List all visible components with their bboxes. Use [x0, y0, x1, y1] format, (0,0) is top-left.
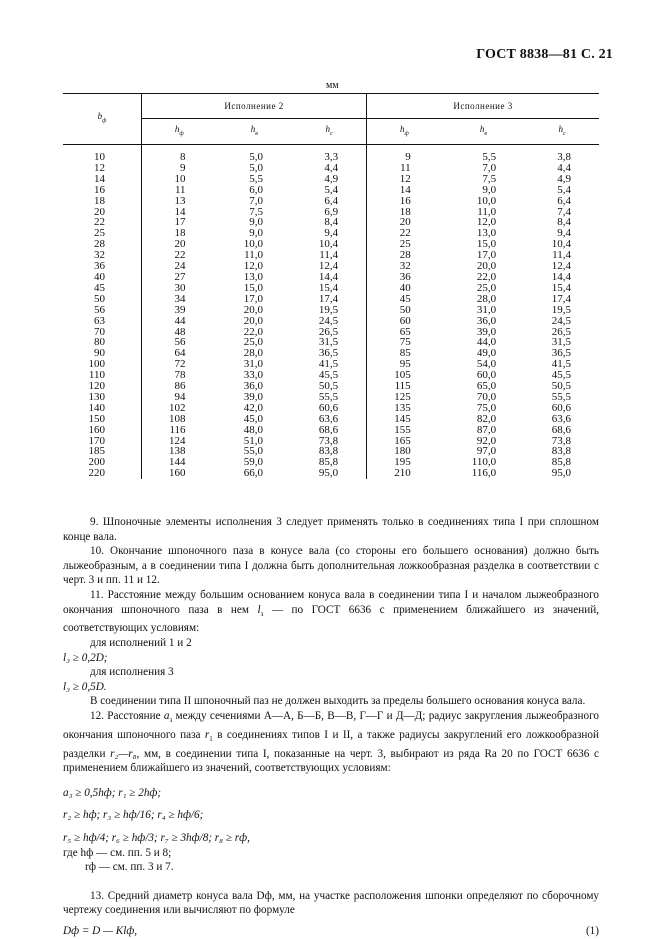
table-cell: 125	[394, 390, 411, 403]
table-cell: 31,0	[476, 303, 497, 316]
table-cell: 41,5	[292, 359, 367, 370]
table-cell: 20	[174, 238, 186, 251]
table-cell: 10,4	[292, 239, 367, 250]
table-cell: 24	[174, 260, 186, 273]
paragraph-10: 10. Окончание шпоночного паза в конусе вала (со стороны его большего основания) должно быть лыжеобразным, а в соединении типа I должна быть дополнительная ложкообразная разделка в соответствии с черт. 3 и пп. 11 и 12.	[63, 545, 599, 587]
formula-6: Dф = D — Klф, (1)	[63, 924, 599, 937]
table-cell: 116	[169, 423, 186, 436]
table-cell: 7,0	[249, 194, 263, 207]
table-cell: 14,4	[292, 272, 367, 283]
condition-label: для исполнений 1 и 2	[90, 636, 192, 649]
table-cell: 39	[174, 303, 186, 316]
page-header: ГОСТ 8838—81 С. 21	[476, 47, 613, 62]
table-cell: 6,0	[249, 183, 263, 196]
condition-label: для исполнения 3	[90, 666, 174, 679]
table-cell: 95,0	[292, 468, 367, 479]
table-cell: 20,0	[476, 260, 497, 273]
table-cell: 102	[169, 401, 186, 414]
table-cell: 116,0	[471, 467, 497, 480]
table-cell: 10,0	[243, 238, 263, 251]
sub-header: $h_в$	[217, 119, 292, 145]
table-row	[63, 316, 599, 327]
table-row	[63, 145, 599, 163]
table-cell: 165	[394, 434, 411, 447]
table-cell: 45	[63, 283, 142, 294]
table-cell: 195	[394, 456, 411, 469]
table-cell: 28,0	[243, 347, 263, 360]
table-cell: 4,9	[292, 174, 367, 185]
table-cell: 45,5	[551, 369, 571, 382]
table-cell: 85	[399, 347, 411, 360]
table-cell: 40	[63, 272, 142, 283]
table-cell: 44	[174, 314, 186, 327]
table-cell: 75	[399, 336, 411, 349]
table-cell: 12	[63, 163, 142, 174]
table-cell: 11,0	[244, 249, 263, 262]
table-cell: 15,0	[243, 281, 263, 294]
table-cell: 80	[63, 337, 142, 348]
table-cell: 54,0	[476, 358, 497, 371]
table-cell: 10,0	[476, 194, 497, 207]
table-cell: 4,9	[557, 172, 571, 185]
table-cell: 15,4	[292, 283, 367, 294]
table-cell: 20	[399, 216, 411, 229]
table-cell: 25	[63, 228, 142, 239]
table-cell: 4,4	[557, 161, 571, 174]
table-cell: 11	[400, 161, 411, 174]
table-cell: 24,5	[551, 314, 571, 327]
table-cell: 7,5	[249, 205, 263, 218]
table-cell: 36,5	[292, 348, 367, 359]
table-cell: 14	[399, 183, 411, 196]
table-cell: 25	[399, 238, 411, 251]
table-cell: 110,0	[471, 456, 497, 469]
table-cell: 90	[63, 348, 142, 359]
table-cell: 60,6	[292, 403, 367, 414]
table-row	[63, 305, 599, 316]
table-cell: 48	[174, 325, 186, 338]
table-cell: 12,0	[243, 260, 263, 273]
group-3-header: Исполнение 3	[367, 94, 599, 119]
table-cell: 13	[174, 194, 186, 207]
table-cell: 70,0	[476, 390, 497, 403]
table-cell: 55,5	[292, 392, 367, 403]
table-cell: 115	[394, 380, 411, 393]
table-cell: 20,0	[243, 314, 263, 327]
table-cell: 36,5	[551, 347, 571, 360]
table-cell: 70	[63, 327, 142, 338]
table-cell: 6,4	[292, 196, 367, 207]
table-cell: 26,5	[292, 327, 367, 338]
table-cell: 108	[169, 412, 186, 425]
table-cell: 49,0	[476, 347, 497, 360]
table-cell: 85,8	[292, 457, 367, 468]
table-cell: 100	[63, 359, 142, 370]
table-cell: 9,0	[249, 227, 263, 240]
table-cell: 11,0	[477, 205, 497, 218]
table-cell: 105	[394, 369, 411, 382]
table-cell: 92,0	[476, 434, 497, 447]
paragraph-type-2: В соединении типа II шпоночный паз не должен выходить за пределы большего основания конуса вала.	[90, 695, 586, 708]
table-cell: 150	[63, 414, 142, 425]
formula-1: l₃ ≥ 0,2D;	[63, 651, 108, 664]
table-cell: 97,0	[476, 445, 497, 458]
formula-3: a₃ ≥ 0,5hф; r₁ ≥ 2hф;	[63, 786, 162, 799]
table-cell: 87,0	[476, 423, 497, 436]
table-cell: 7,0	[482, 161, 497, 174]
table-cell: 36	[399, 270, 411, 283]
table-cell: 19,5	[292, 305, 367, 316]
table-cell: 24,5	[292, 316, 367, 327]
paragraph-11: 11. Расстояние между большим основанием конуса вала в соединении типа I и началом лыжеобразного окончания шпоночного паза в нем $l_з$ — по ГОСТ 6636 с применением ближайшего из значений, соответствующих условиям:	[63, 588, 599, 635]
table-cell: 135	[394, 401, 411, 414]
table-cell: 63	[63, 316, 142, 327]
table-cell: 145	[394, 412, 411, 425]
table-cell: 8,4	[292, 217, 367, 228]
table-cell: 75,0	[476, 401, 497, 414]
table-cell: 16	[63, 185, 142, 196]
table-cell: 68,6	[551, 423, 571, 436]
table-cell: 180	[394, 445, 411, 458]
table-cell: 9,0	[482, 183, 497, 196]
table-cell: 34	[174, 292, 186, 305]
table-cell: 6,4	[557, 194, 571, 207]
table-cell: 17	[174, 216, 186, 229]
table-cell: 28	[399, 249, 411, 262]
table-cell: 78	[174, 369, 186, 382]
table-cell: 65,0	[476, 380, 497, 393]
table-cell: 9,4	[557, 227, 571, 240]
table-cell: 120	[63, 381, 142, 392]
table-cell: 33,0	[243, 369, 263, 382]
table-cell: 56	[174, 336, 186, 349]
table-cell: 138	[169, 445, 186, 458]
sub-header: $h_ф$	[142, 119, 217, 145]
table-cell: 31,5	[551, 336, 571, 349]
table-cell: 170	[63, 436, 142, 447]
table-cell: 144	[169, 456, 186, 469]
table-cell: 22	[63, 217, 142, 228]
table-cell: 10	[63, 145, 142, 163]
table-cell: 11,4	[552, 249, 571, 262]
table-cell: 50	[63, 294, 142, 305]
table-cell: 82,0	[476, 412, 497, 425]
table-cell: 5,0	[249, 161, 263, 174]
table-cell: 25,0	[476, 281, 497, 294]
table-cell: 12,4	[551, 260, 571, 273]
table-cell: 17,0	[476, 249, 497, 262]
table-cell: 15,0	[476, 238, 497, 251]
table-cell: 10,4	[551, 238, 571, 251]
table-cell: 94	[174, 390, 186, 403]
table-cell: 85,8	[551, 456, 571, 469]
table-cell: 59,0	[243, 456, 263, 469]
equation-number: (1)	[585, 924, 599, 937]
paragraph-13: 13. Средний диаметр конуса вала Dф, мм, на участке расположения шпонки определяют по сборочному чертежу соединения или вычисляют по формуле	[63, 889, 599, 917]
table-cell: 10	[174, 172, 186, 185]
table-cell: 5,0	[249, 151, 263, 163]
table-unit: мм	[326, 80, 339, 91]
table-cell: 9,0	[249, 216, 263, 229]
table-cell: 83,8	[551, 445, 571, 458]
table-cell: 9	[180, 161, 186, 174]
table-cell: 28	[63, 239, 142, 250]
paragraph-9: 9. Шпоночные элементы исполнения 3 следует применять только в соединениях типа I при сплошном конце вала.	[63, 516, 599, 543]
body-text	[63, 515, 599, 939]
table-cell: 18	[399, 205, 411, 218]
table-cell: 83,8	[292, 446, 367, 457]
table-cell: 4,4	[292, 163, 367, 174]
table-cell: 5,5	[249, 172, 263, 185]
table-cell: 26,5	[551, 325, 571, 338]
sub-header: $h_с$	[525, 119, 599, 145]
table-cell: 13,0	[476, 227, 497, 240]
table-cell: 30	[174, 281, 186, 294]
table-cell: 17,4	[292, 294, 367, 305]
table-cell: 60,0	[476, 369, 497, 382]
table-cell: 36,0	[476, 314, 497, 327]
table-cell: 14	[174, 205, 186, 218]
table-cell: 7,5	[482, 172, 497, 185]
table-cell: 39,0	[243, 390, 263, 403]
table-cell: 66,0	[243, 467, 263, 480]
table-cell: 45	[399, 292, 411, 305]
sub-header: $h_ф$	[367, 119, 442, 145]
table-cell: 140	[63, 403, 142, 414]
table-cell: 72	[174, 358, 186, 371]
table-row	[63, 468, 599, 479]
table-cell: 160	[63, 425, 142, 436]
table-cell: 14	[63, 174, 142, 185]
table-cell: 110	[63, 370, 142, 381]
table-cell: 28,0	[476, 292, 497, 305]
table-row	[63, 185, 599, 196]
table-cell: 63,6	[551, 412, 571, 425]
table-cell: 5,5	[482, 151, 497, 163]
key-dimensions-table	[63, 93, 599, 479]
table-cell: 3,3	[292, 145, 367, 163]
table-cell: 17,0	[243, 292, 263, 305]
table-cell: 16	[399, 194, 411, 207]
table-cell: 68,6	[292, 425, 367, 436]
sub-header: $h_в$	[442, 119, 525, 145]
table-cell: 51,0	[243, 434, 263, 447]
table-cell: 9,4	[292, 228, 367, 239]
table-cell: 12,4	[292, 261, 367, 272]
table-cell: 36	[63, 261, 142, 272]
table-cell: 19,5	[551, 303, 571, 316]
table-cell: 185	[63, 446, 142, 457]
table-row	[63, 196, 599, 207]
table-cell: 18	[174, 227, 186, 240]
table-cell: 12	[399, 172, 411, 185]
table-cell: 11	[174, 183, 186, 196]
table-cell: 63,6	[292, 414, 367, 425]
table-cell: 20,0	[243, 303, 263, 316]
table-cell: 50,5	[292, 381, 367, 392]
table-cell: 12,0	[476, 216, 497, 229]
legend-1: где hф — см. пп. 5 и 8;	[63, 846, 172, 859]
table-cell: 55,0	[243, 445, 263, 458]
table-cell: 130	[63, 392, 142, 403]
table-cell: 73,8	[551, 434, 571, 447]
table-cell: 31,5	[292, 337, 367, 348]
table-cell: 60,6	[551, 401, 571, 414]
table-cell: 50	[399, 303, 411, 316]
group-2-header: Исполнение 2	[142, 94, 367, 119]
col-b-header: $b_ф$	[63, 94, 142, 145]
table-cell: 32	[63, 250, 142, 261]
table-cell: 95	[399, 358, 411, 371]
table-cell: 32	[399, 260, 411, 273]
table-cell: 22	[174, 249, 186, 262]
table-cell: 20	[63, 207, 142, 218]
formula-2: l₃ ≥ 0,5D.	[63, 680, 107, 693]
table-cell: 22	[399, 227, 411, 240]
table-cell: 56	[63, 305, 142, 316]
table-cell: 36,0	[243, 380, 263, 393]
table-cell: 200	[63, 457, 142, 468]
table-cell: 5,4	[292, 185, 367, 196]
table-cell: 86	[174, 380, 186, 393]
table-cell: 45,5	[292, 370, 367, 381]
table-cell: 9	[405, 151, 411, 163]
paragraph-12: 12. Расстояние $a_з$ между сечениями А—А, Б—Б, В—В, Г—Г и Д—Д; радиус закругления лыжеобразного окончания шпоночного паза $r_1$ в соединениях типов I и II, а также радиусы закруглений его ложкообразной разделки r₂—r₈, мм, в соединении типа I, показанные на черт. 3, выбирают из ряда Ra 20 по ГОСТ 6636 с применением ближайшего из значений, соответствующих условиям:	[63, 709, 600, 775]
table-cell: 31,0	[243, 358, 263, 371]
table-cell: 18	[63, 196, 142, 207]
table-cell: 39,0	[476, 325, 497, 338]
table-cell: 44,0	[476, 336, 497, 349]
table-cell: 73,8	[292, 436, 367, 447]
table-cell: 65	[399, 325, 411, 338]
table-cell: 55,5	[551, 390, 571, 403]
table-cell: 42,0	[243, 401, 263, 414]
table-cell: 7,4	[557, 205, 571, 218]
table-cell: 14,4	[551, 270, 571, 283]
table-cell: 27	[174, 270, 186, 283]
table-cell: 5,4	[557, 183, 571, 196]
table-cell: 220	[63, 468, 142, 479]
table-cell: 95,0	[551, 467, 571, 480]
table-cell: 13,0	[243, 270, 263, 283]
table-cell: 17,4	[551, 292, 571, 305]
table-cell: 25,0	[243, 336, 263, 349]
table-cell: 15,4	[551, 281, 571, 294]
table-cell: 124	[169, 434, 186, 447]
formula-4: r₂ ≥ hф; r₃ ≥ hф/16; r₄ ≥ hф/6;	[63, 809, 204, 822]
table-cell: 210	[394, 467, 411, 480]
table-cell: 64	[174, 347, 186, 360]
table-cell: 11,4	[292, 250, 367, 261]
table-cell: 40	[399, 281, 411, 294]
table-cell: 8,4	[557, 216, 571, 229]
legend-2: rф — см. пп. 3 и 7.	[85, 861, 174, 874]
table-cell: 41,5	[551, 358, 571, 371]
table-row	[63, 425, 599, 436]
table-cell: 8	[180, 151, 186, 163]
table-cell: 22,0	[476, 270, 497, 283]
formula-5: r₅ ≥ hф/4; r₆ ≥ hф/3; r₇ ≥ 3hф/8; r₈ ≥ rф,	[63, 831, 250, 844]
table-cell: 48,0	[243, 423, 263, 436]
table-cell: 3,8	[557, 151, 571, 163]
table-cell: 60	[399, 314, 411, 327]
table-cell: 22,0	[243, 325, 263, 338]
table-cell: 50,5	[551, 380, 571, 393]
sub-header: $h_с$	[292, 119, 367, 145]
table-cell: 45,0	[243, 412, 263, 425]
table-cell: 160	[169, 467, 186, 480]
table-cell: 6,9	[292, 207, 367, 218]
table-cell: 155	[394, 423, 411, 436]
